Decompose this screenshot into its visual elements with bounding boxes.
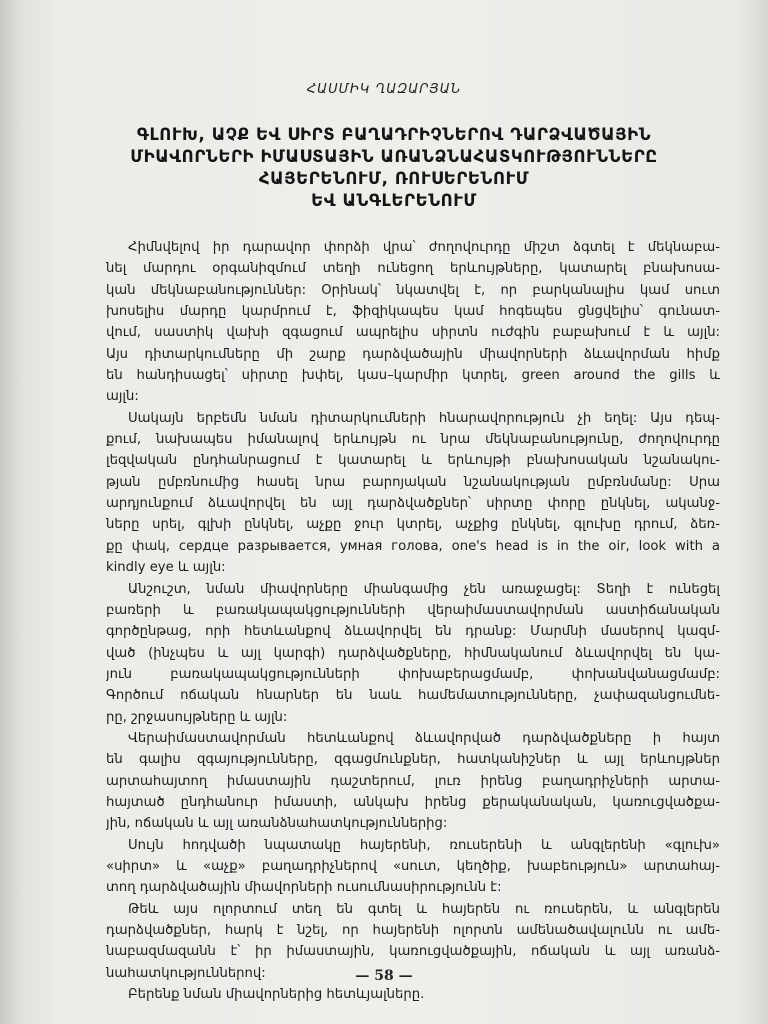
title-line: ՄԻԱՎՈՐՆԵՐԻ ԻՄԱՍՏԱՅԻՆ ԱՌԱՆՁՆԱՀԱՏԿՈՒԹՅՈՒՆՆԵՐԸ xyxy=(130,147,658,166)
title-line: ԳԼՈՒԽ, ԱՉՔ ԵՎ ՍԻՐՏ ԲԱՂԱԴՐԻՉՆԵՐՈՎ ԴԱՐՁՎԱԾԱՅԻՆ xyxy=(136,125,652,144)
text-line: են հանդիսացել՝ սիրտը խփել, կաս–կարմիր կտրել, green around the gills և xyxy=(106,368,720,384)
text-line: յուն բառակապակցությունների փոխաբերացմամբ, փոխանվանացմամբ: xyxy=(106,666,720,682)
title-line: ԵՎ ԱՆԳԼԵՐԵՆՈՒՄ xyxy=(311,191,477,210)
text-line: տող դարձվածային միավորների ուսումնասիրությունն է: xyxy=(106,880,502,896)
text-line: կան մեկնաբանություններ: Օրինակ՝ նկատվել է, որ բարկանալիս կամ սուտ xyxy=(106,282,720,298)
text-line: բառերի և բառակապակցությունների վերաիմաստավորման աստիճանական xyxy=(106,602,720,618)
text-line: Հիմնվելով իր դարավոր փորձի վրա՝ ժողովուրդը միշտ ձգտել է մեկնաբա- xyxy=(128,240,720,255)
text-line: արդյունքում ձևավորվել են այլ դարձվածքներ՝ սիրտը փորը ընկնել, ականջ- xyxy=(106,496,720,512)
text-line: kindly eye և այլն: xyxy=(106,560,226,576)
text-line: քը փակ, сердце разрывается, умная голова, one's head is in the oir, look with a xyxy=(106,538,720,554)
text-line: թյան ըմբռնումից հասել նրա բարոյական նշանակության ըմբռնմանը: Սրա xyxy=(106,474,720,490)
text-line: նել մարդու օրգանիզմում տեղի ունեցող երևույթները, կատարել բնախոսա- xyxy=(106,261,720,277)
text-line: վում, սաստիկ վախի զգացում ապրելիս սիրտն ուժգին բաբախում է և այլն: xyxy=(106,325,720,341)
text-line: լեզվական ընդհանրացում է կատարել և երևույթի բնախոսական նշանակու- xyxy=(106,453,720,469)
text-line: Թեև այս ոլորտում տեղ են գտել և հայերեն ու ռուսերեն, և անգլերեն xyxy=(128,901,720,917)
text-line: դարձվածքներ, հարկ է նշել, որ հայերենի ոլորտն ամենածավալունն ու ամե- xyxy=(106,923,720,938)
text-line: «սիրտ» և «աչք» բաղադրիչներով «սուտ, կեղծիք, խաբեություն» արտահայ- xyxy=(106,858,720,874)
text-line: րը, շրջասույթները և այլն: xyxy=(106,709,288,725)
title-line: ՀԱՅԵՐԵՆՈՒՄ, ՌՈՒՍԵՐԵՆՈՒՄ xyxy=(258,169,530,188)
text-line: նահատկություններով: xyxy=(106,965,266,981)
text-line: Սույն հոդվածի նպատակը հայերենի, ռուսերենի և անգլերենի «գլուխ» xyxy=(128,837,720,853)
text-line: Սակայն երբեմն նման դիտարկումների հնարավորություն չի եղել: Այս դեպ- xyxy=(128,410,720,426)
text-line: խոսելիս մարդը կարմրում է, ֆիզիկապես կամ հոգեպես ցնցվելիս՝ գունատ- xyxy=(106,304,720,320)
text-line: Բերենք նման միավորներից հետևյալները. xyxy=(128,987,425,1003)
text-line: այլն: xyxy=(106,389,139,405)
text-line: Այս դիտարկումները մի շարք դարձվածային միավորների ձևավորման հիմք xyxy=(106,346,720,362)
text-line: են գալիս զգայությունները, զգացմունքներ, հատկանիշներ և այլ երևույթներ xyxy=(106,752,720,768)
text-line: հայտած ընդհանուր իմաստի, անկախ իրենց քերականական, կառուցվածքա- xyxy=(106,794,720,810)
text-line: նաբազմազանն է՝ իր իմաստային, կառուցվածքային, ոճական և այլ առանձ- xyxy=(106,944,720,960)
page-number: — 58 — xyxy=(355,968,413,984)
text-line: ները սրել, գլխի ընկնել, աչքը ջուր կտրել, աչքից ընկնել, գլուխը դրում, ձեռ- xyxy=(106,517,720,533)
article-title xyxy=(90,124,698,212)
article-body xyxy=(106,237,720,1005)
text-line: Անշուշտ, նման միավորները միանգամից չեն առաջացել: Տեղի է ունեցել xyxy=(128,581,720,597)
text-line: ված (ինչպես և այլ կարգի) դարձվածքները, հիմնականում ձևավորվել են կա- xyxy=(106,645,720,661)
text-line: յին, ոճական և այլ առանձնահատկություններից: xyxy=(106,816,448,832)
article-author: ՀԱՍՄԻԿ ՂԱԶԱՐՅԱՆ xyxy=(306,82,462,97)
text-line: Գործում ոճական հնարներ են նաև համեմատությունները, չափազանցումնե- xyxy=(106,688,720,704)
text-line: գործընթաց, որի հետևանքով ձևավորվել են դրանք: Մարմնի մասերով կազմ- xyxy=(106,624,720,640)
text-line: Վերաիմաստավորման հետևանքով ձևավորված դարձվածքները ի հայտ xyxy=(128,730,720,746)
text-line: արտահայտող իմաստային դաշտերում, լուռ իրենց բաղադրիչների արտա- xyxy=(106,773,720,789)
text-line: քում, նախապես իմանալով երևույթն ու նրա մեկնաբանությունը, ժողովուրդը xyxy=(106,432,720,448)
